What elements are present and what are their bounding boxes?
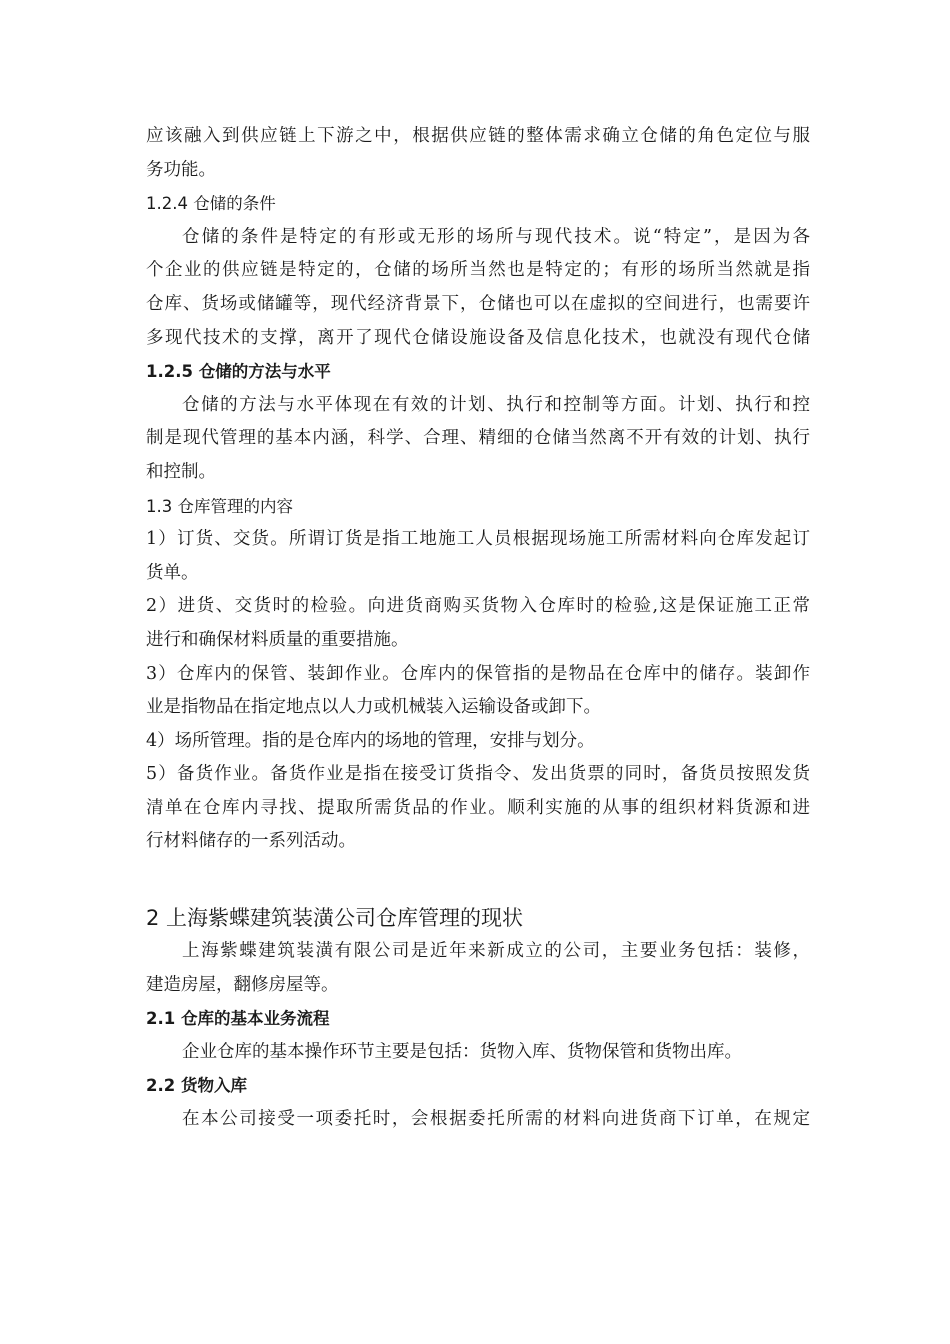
- subsection-heading: 1.2.5 仓储的方法与水平: [146, 362, 331, 382]
- text-line: 多现代技术的支撑，离开了现代仓储设施设备及信息化技术，也就没有现代仓储: [146, 327, 810, 348]
- paragraph: [146, 221, 810, 355]
- paragraph: [146, 935, 810, 1002]
- paragraph: [146, 389, 810, 490]
- text-line: 进行和确保材料质量的重要措施。: [146, 629, 409, 650]
- paragraph: [146, 725, 810, 759]
- paragraph: [146, 758, 810, 859]
- text-line: 1）订货、交货。所谓订货是指工地施工人员根据现场施工所需材料向仓库发起订: [146, 529, 810, 550]
- text-line: 仓储的方法与水平体现在有效的计划、执行和控制等方面。计划、执行和控: [182, 394, 810, 415]
- text-line: 仓储的条件是特定的有形或无形的场所与现代技术。说“特定”，是因为各: [182, 226, 810, 247]
- text-line: 清单在仓库内寻找、提取所需货品的作业。顺利实施的从事的组织材料货源和进: [146, 797, 810, 818]
- text-line: 2）进货、交货时的检验。向进货商购买货物入仓库时的检验,这是保证施工正常: [146, 596, 810, 617]
- text-line: 上海紫蝶建筑装潢有限公司是近年来新成立的公司，主要业务包括：装修，: [182, 941, 810, 962]
- paragraph: [146, 120, 810, 187]
- paragraph: [146, 1036, 810, 1070]
- text-line: 5）备货作业。备货作业是指在接受订货指令、发出货票的同时，备货员按照发货: [146, 764, 810, 785]
- text-line: 制是现代管理的基本内涵，科学、合理、精细的仓储当然离不开有效的计划、执行: [146, 428, 810, 449]
- text-line: 企业仓库的基本操作环节主要是包括：货物入库、货物保管和货物出库。: [182, 1041, 742, 1062]
- text-line: 3）仓库内的保管、装卸作业。仓库内的保管指的是物品在仓库中的储存。装卸作: [146, 663, 810, 684]
- text-line: 货单。: [146, 562, 199, 583]
- text-line: 4）场所管理。指的是仓库内的场地的管理，安排与划分。: [146, 730, 595, 751]
- text-line: 行材料储存的一系列活动。: [146, 831, 356, 852]
- text-line: 仓库、货场或储罐等，现代经济背景下，仓储也可以在虚拟的空间进行，也需要许: [146, 293, 810, 314]
- paragraph: [146, 590, 810, 657]
- paragraph: [146, 658, 810, 725]
- text-line: 个企业的供应链是特定的，仓储的场所当然也是特定的；有形的场所当然就是指: [146, 260, 810, 281]
- subsection-heading: 1.2.4 仓储的条件: [146, 194, 276, 214]
- text-line: 务功能。: [146, 159, 216, 180]
- document-page: [146, 120, 810, 1137]
- subsection-heading: 2.2 货物入库: [146, 1076, 247, 1096]
- text-line: 业是指物品在指定地点以人力或机械装入运输设备或卸下。: [146, 697, 601, 718]
- text-line: 建造房屋，翻修房屋等。: [146, 974, 339, 995]
- section-heading: 2 上海紫蝶建筑装潢公司仓库管理的现状: [146, 906, 524, 931]
- subsection-heading: 2.1 仓库的基本业务流程: [146, 1009, 330, 1029]
- text-line: 和控制。: [146, 461, 216, 482]
- paragraph: [146, 523, 810, 590]
- text-line: 应该融入到供应链上下游之中，根据供应链的整体需求确立仓储的角色定位与服: [146, 126, 810, 146]
- paragraph: [146, 1103, 810, 1137]
- text-line: 在本公司接受一项委托时，会根据委托所需的材料向进货商下订单，在规定: [182, 1109, 810, 1130]
- subsection-heading: 1.3 仓库管理的内容: [146, 496, 293, 516]
